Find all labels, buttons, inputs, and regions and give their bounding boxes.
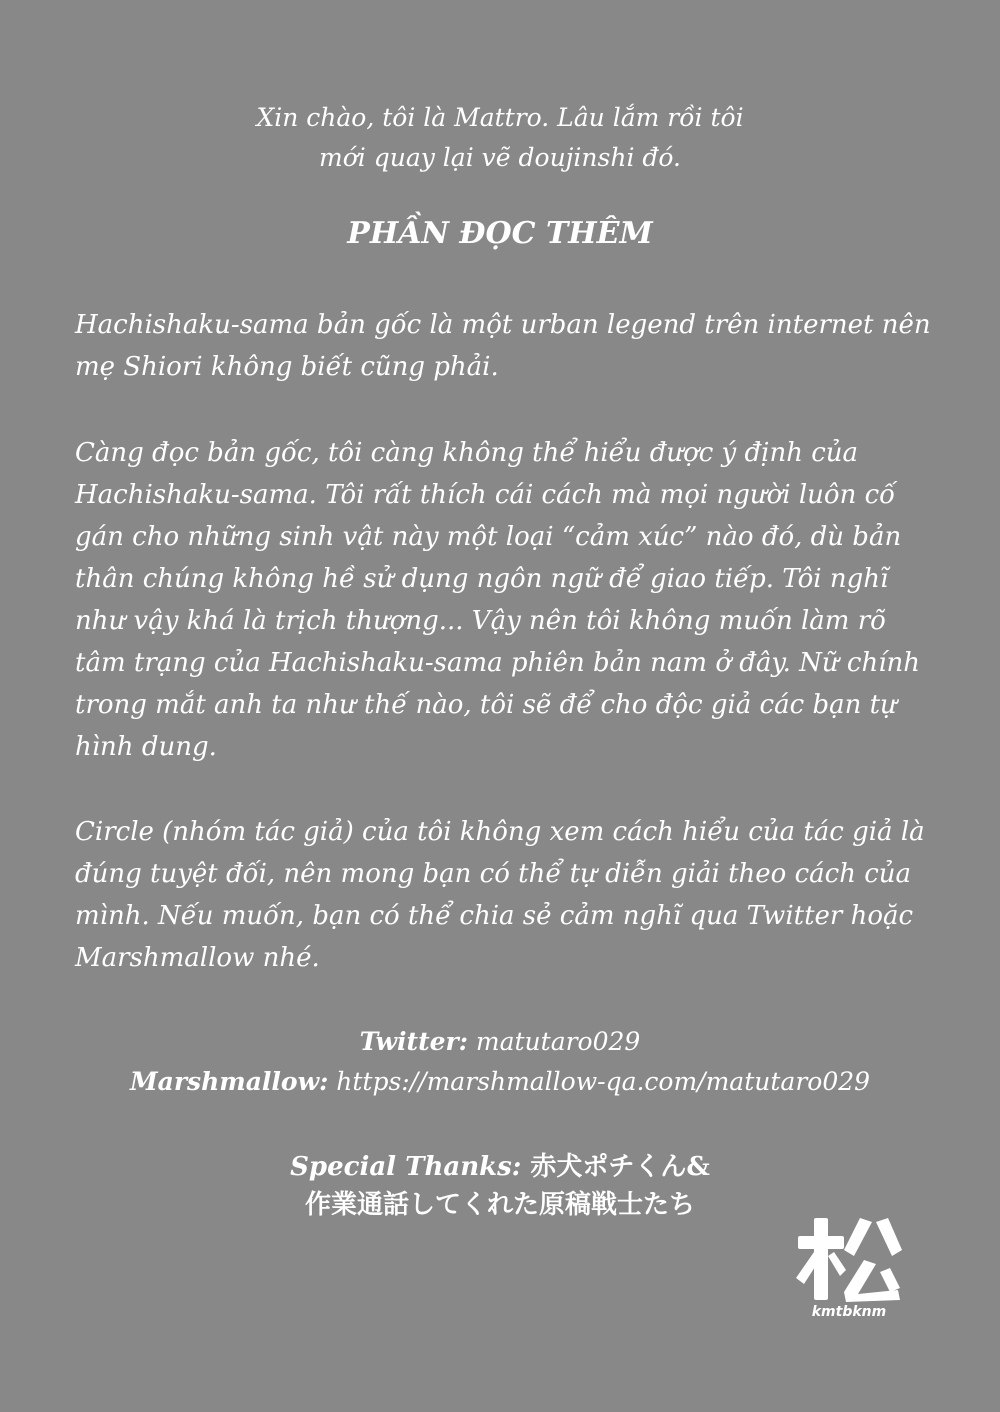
intro-line-2: mới quay lại vẽ doujinshi đó. (319, 143, 681, 172)
paragraph-line: tâm trạng của Hachishaku-sama phiên bản nam ở đây. Nữ chính (75, 648, 921, 678)
paragraph-line: thân chúng không hề sử dụng ngôn ngữ để giao tiếp. Tôi nghĩ (75, 564, 889, 594)
paragraph-line: Càng đọc bản gốc, tôi càng không thể hiểu được ý định của (75, 438, 859, 468)
paragraph-1 (75, 304, 935, 388)
thanks-name-1: 赤犬ポチくん& (530, 1152, 710, 1182)
thanks-label: Special Thanks: (290, 1152, 522, 1182)
twitter-handle: matutaro029 (475, 1027, 641, 1056)
paragraph-line: như vậy khá là trịch thượng... Vậy nên tôi không muốn làm rõ (75, 606, 886, 636)
paragraph-line: Circle (nhóm tác giả) của tôi không xem cách hiểu của tác giả là (75, 817, 925, 847)
paragraph-line: đúng tuyệt đối, nên mong bạn có thể tự diễn giải theo cách của (75, 859, 912, 889)
contact-links (0, 1022, 1000, 1102)
marshmallow-label: Marshmallow: (129, 1067, 329, 1096)
intro-line-1: Xin chào, tôi là Mattro. Lâu lắm rồi tôi (256, 103, 744, 132)
thanks-line-2: 作業通話してくれた原稿戦士たち (304, 1190, 695, 1220)
paragraph-line: mẹ Shiori không biết cũng phải. (75, 352, 499, 382)
marshmallow-line (0, 1062, 1000, 1102)
paragraph-line: Hachishaku-sama bản gốc là một urban legend trên internet nên (75, 310, 931, 340)
paragraph-line: trong mắt anh ta như thế nào, tôi sẽ để cho độc giả các bạn tự (75, 690, 897, 720)
paragraph-line: gán cho những sinh vật này một loại “cảm xúc” nào đó, dù bản (75, 522, 902, 552)
twitter-label: Twitter: (359, 1027, 468, 1056)
paragraph-line: mình. Nếu muốn, bạn có thể chia sẻ cảm nghĩ qua Twitter hoặc (75, 901, 914, 931)
paragraph-2 (75, 432, 935, 768)
section-heading: PHẦN ĐỌC THÊM (347, 216, 653, 251)
paragraph-3 (75, 811, 935, 979)
intro-text (0, 98, 1000, 178)
circle-logo (794, 1212, 904, 1332)
twitter-line (0, 1022, 1000, 1062)
paragraph-line: Marshmallow nhé. (75, 943, 320, 973)
thanks-line-1 (0, 1148, 1000, 1186)
marshmallow-url: https://marshmallow-qa.com/matutaro029 (336, 1067, 871, 1096)
matsu-kanji-logo-icon (794, 1212, 904, 1304)
paragraph-line: hình dung. (75, 732, 217, 762)
paragraph-line: Hachishaku-sama. Tôi rất thích cái cách mà mọi người luôn cố (75, 480, 896, 510)
logo-wordmark: kmtbknm (811, 1304, 887, 1320)
